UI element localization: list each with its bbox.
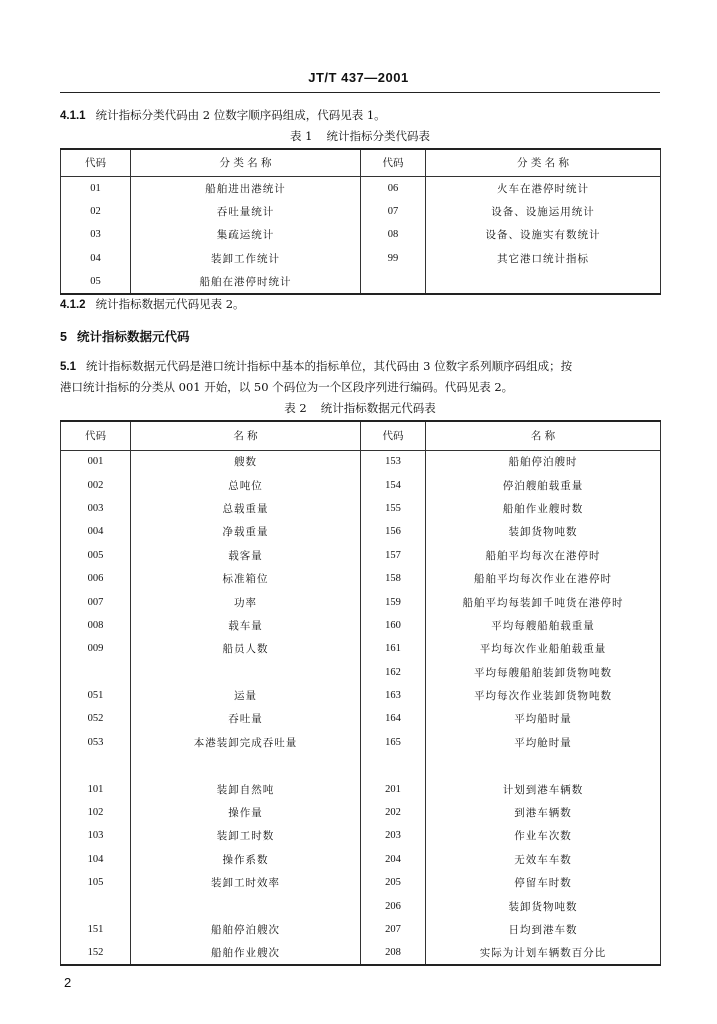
code-cell: 202 — [361, 801, 426, 824]
name-cell: 停泊艘舶载重量 — [426, 473, 661, 496]
code-cell: 99 — [361, 247, 426, 271]
name-cell — [131, 661, 361, 684]
name-cell — [131, 754, 361, 777]
name-cell: 平均每艘船舶载重量 — [426, 614, 661, 637]
code-cell: 201 — [361, 777, 426, 800]
code-cell: 06 — [361, 176, 426, 200]
table-row — [61, 754, 661, 777]
code-cell: 164 — [361, 707, 426, 730]
header-name: 分 类 名 称 — [131, 149, 361, 176]
code-cell: 205 — [361, 871, 426, 894]
code-cell: 002 — [61, 473, 131, 496]
name-cell: 平均每次作业船舶载重量 — [426, 637, 661, 660]
clause-text: 统计指标分类代码由 2 位数字顺序码组成，代码见表 1。 — [95, 108, 386, 122]
code-cell: 208 — [361, 941, 426, 964]
header-code: 代码 — [361, 149, 426, 176]
name-cell: 载车量 — [131, 614, 361, 637]
section-title: 统计指标数据元代码 — [76, 329, 190, 344]
table-row — [61, 223, 661, 247]
name-cell: 船舶进出港统计 — [131, 176, 361, 200]
name-cell: 设备、设施实有数统计 — [426, 223, 661, 247]
table-row — [61, 707, 661, 730]
name-cell: 净载重量 — [131, 520, 361, 543]
table-row — [61, 661, 661, 684]
code-cell: 006 — [61, 567, 131, 590]
clause-text-line-2: 港口统计指标的分类从 001 开始，以 50 个码位为一个区段序列进行编码。代码见表 2。 — [60, 380, 514, 394]
table1-label: 表 1 — [290, 129, 313, 143]
code-cell: 156 — [361, 520, 426, 543]
name-cell: 船舶平均每次作业在港停时 — [426, 567, 661, 590]
clause-5-1-line-1 — [60, 356, 660, 377]
name-cell: 日均到港车数 — [426, 918, 661, 941]
code-cell: 04 — [61, 247, 131, 271]
name-cell: 装卸自然吨 — [131, 777, 361, 800]
name-cell: 装卸货物吨数 — [426, 520, 661, 543]
code-cell: 162 — [361, 661, 426, 684]
table-row — [61, 614, 661, 637]
table-row — [61, 200, 661, 224]
table-row — [61, 871, 661, 894]
name-cell: 装卸工作统计 — [131, 247, 361, 271]
name-cell: 到港车辆数 — [426, 801, 661, 824]
classification-code-table — [60, 148, 661, 295]
name-cell: 吞吐量 — [131, 707, 361, 730]
code-cell: 160 — [361, 614, 426, 637]
code-cell: 07 — [361, 200, 426, 224]
code-cell: 151 — [61, 918, 131, 941]
name-cell: 功率 — [131, 590, 361, 613]
name-cell: 火车在港停时统计 — [426, 176, 661, 200]
table-row — [61, 567, 661, 590]
header-name: 名 称 — [131, 421, 361, 450]
name-cell: 作业车次数 — [426, 824, 661, 847]
name-cell: 平均每次作业装卸货物吨数 — [426, 684, 661, 707]
table-row — [61, 918, 661, 941]
table-row — [61, 941, 661, 964]
code-cell — [361, 754, 426, 777]
code-cell: 08 — [361, 223, 426, 247]
code-cell: 206 — [361, 894, 426, 917]
name-cell — [426, 270, 661, 294]
code-cell — [61, 661, 131, 684]
code-cell — [61, 894, 131, 917]
code-cell: 103 — [61, 824, 131, 847]
code-cell: 154 — [361, 473, 426, 496]
table-row — [61, 684, 661, 707]
name-cell: 实际为计划车辆数百分比 — [426, 941, 661, 964]
code-cell: 101 — [61, 777, 131, 800]
code-cell: 004 — [61, 520, 131, 543]
code-cell: 157 — [361, 544, 426, 567]
table-row — [61, 824, 661, 847]
clause-text: 统计指标数据元代码见表 2。 — [95, 297, 245, 311]
name-cell: 无效车车数 — [426, 848, 661, 871]
code-cell: 104 — [61, 848, 131, 871]
table-row — [61, 731, 661, 754]
clause-number: 4.1.2 — [60, 299, 86, 311]
name-cell: 艘数 — [131, 450, 361, 473]
name-cell: 船舶平均每装卸千吨货在港停时 — [426, 590, 661, 613]
code-cell: 003 — [61, 497, 131, 520]
name-cell: 平均每艘船舶装卸货物吨数 — [426, 661, 661, 684]
clause-4-1-2 — [60, 294, 660, 315]
clause-number: 5.1 — [60, 361, 76, 373]
name-cell: 设备、设施运用统计 — [426, 200, 661, 224]
code-cell: 009 — [61, 637, 131, 660]
table-row — [61, 544, 661, 567]
table-header-row — [61, 149, 661, 176]
code-cell — [361, 270, 426, 294]
name-cell: 运量 — [131, 684, 361, 707]
code-cell: 203 — [361, 824, 426, 847]
name-cell: 船舶停泊艘次 — [131, 918, 361, 941]
name-cell: 平均船时量 — [426, 707, 661, 730]
name-cell: 总吨位 — [131, 473, 361, 496]
table-row — [61, 848, 661, 871]
header-code: 代码 — [361, 421, 426, 450]
code-cell: 03 — [61, 223, 131, 247]
code-cell: 159 — [361, 590, 426, 613]
code-cell: 052 — [61, 707, 131, 730]
table-row — [61, 777, 661, 800]
name-cell: 船舶平均每次在港停时 — [426, 544, 661, 567]
section-number: 5 — [60, 330, 67, 344]
code-cell: 001 — [61, 450, 131, 473]
name-cell: 装卸货物吨数 — [426, 894, 661, 917]
table-row — [61, 473, 661, 496]
code-cell: 008 — [61, 614, 131, 637]
standard-number-header: JT/T 437—2001 — [308, 70, 409, 85]
data-element-code-table — [60, 420, 661, 966]
code-cell: 152 — [61, 941, 131, 964]
header-code: 代码 — [61, 421, 131, 450]
table-row — [61, 637, 661, 660]
code-cell: 161 — [361, 637, 426, 660]
name-cell: 其它港口统计指标 — [426, 247, 661, 271]
name-cell: 本港装卸完成吞吐量 — [131, 731, 361, 754]
name-cell: 平均舱时量 — [426, 731, 661, 754]
code-cell: 05 — [61, 270, 131, 294]
clause-5-1 — [60, 356, 660, 397]
table-row — [61, 270, 661, 294]
name-cell: 船舶停泊艘时 — [426, 450, 661, 473]
name-cell: 总载重量 — [131, 497, 361, 520]
table-row — [61, 176, 661, 200]
code-cell: 204 — [361, 848, 426, 871]
table2-title: 统计指标数据元代码表 — [320, 401, 436, 415]
header-rule — [60, 92, 660, 93]
code-cell — [61, 754, 131, 777]
code-cell: 207 — [361, 918, 426, 941]
table-row — [61, 450, 661, 473]
table-row — [61, 520, 661, 543]
clause-4-1-1 — [60, 105, 660, 126]
name-cell: 装卸工时数 — [131, 824, 361, 847]
name-cell: 船舶在港停时统计 — [131, 270, 361, 294]
code-cell: 053 — [61, 731, 131, 754]
table-header-row — [61, 421, 661, 450]
code-cell: 005 — [61, 544, 131, 567]
name-cell — [131, 894, 361, 917]
table-row — [61, 590, 661, 613]
header-name: 名 称 — [426, 421, 661, 450]
table2-caption — [60, 400, 660, 416]
code-cell: 158 — [361, 567, 426, 590]
clause-text-line-1: 统计指标数据元代码是港口统计指标中基本的指标单位，其代码由 3 位数字系列顺序码组成；按 — [86, 359, 573, 373]
table2-label: 表 2 — [284, 401, 307, 415]
code-cell: 102 — [61, 801, 131, 824]
table-row — [61, 247, 661, 271]
name-cell — [426, 754, 661, 777]
name-cell: 船员人数 — [131, 637, 361, 660]
name-cell: 标准箱位 — [131, 567, 361, 590]
name-cell: 船舶作业艘次 — [131, 941, 361, 964]
section-5-heading — [60, 327, 189, 345]
code-cell: 155 — [361, 497, 426, 520]
name-cell: 停留车时数 — [426, 871, 661, 894]
table1-title: 统计指标分类代码表 — [326, 129, 430, 143]
header-code: 代码 — [61, 149, 131, 176]
code-cell: 01 — [61, 176, 131, 200]
name-cell: 操作量 — [131, 801, 361, 824]
code-cell: 163 — [361, 684, 426, 707]
name-cell: 操作系数 — [131, 848, 361, 871]
code-cell: 02 — [61, 200, 131, 224]
page-number: 2 — [64, 975, 72, 990]
table-row — [61, 497, 661, 520]
clause-number: 4.1.1 — [60, 110, 86, 122]
code-cell: 007 — [61, 590, 131, 613]
name-cell: 船舶作业艘时数 — [426, 497, 661, 520]
name-cell: 计划到港车辆数 — [426, 777, 661, 800]
name-cell: 载客量 — [131, 544, 361, 567]
code-cell: 153 — [361, 450, 426, 473]
table1-caption — [60, 128, 660, 144]
table-row — [61, 801, 661, 824]
code-cell: 165 — [361, 731, 426, 754]
name-cell: 集疏运统计 — [131, 223, 361, 247]
name-cell: 吞吐量统计 — [131, 200, 361, 224]
name-cell: 装卸工时效率 — [131, 871, 361, 894]
code-cell: 105 — [61, 871, 131, 894]
code-cell: 051 — [61, 684, 131, 707]
table-row — [61, 894, 661, 917]
header-name: 分 类 名 称 — [426, 149, 661, 176]
